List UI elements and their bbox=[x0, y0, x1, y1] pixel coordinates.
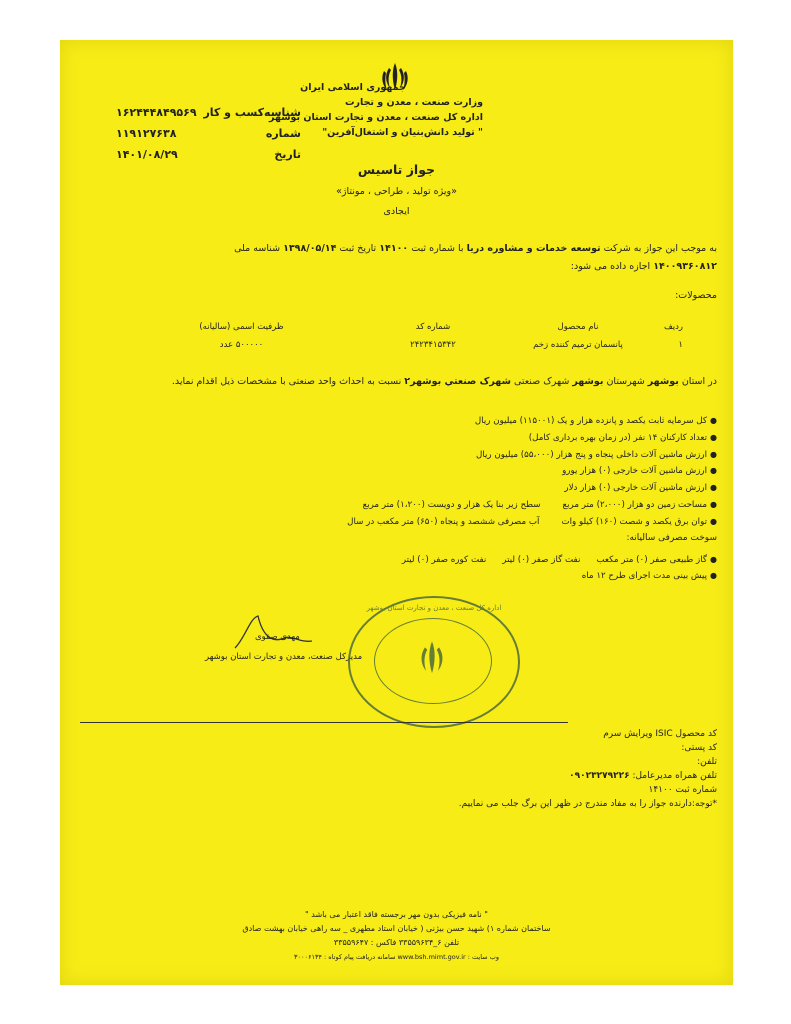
header-product-name: نام محصول bbox=[557, 322, 599, 332]
project-schedule: پیش بینی مدت اجرای طرح ۱۲ ماه bbox=[581, 571, 707, 581]
office-phone-fax: تلفن ۶_۳۳۵۵۹۶۳۴ فاکس : ۳۳۵۵۹۶۴۷ bbox=[333, 938, 460, 947]
spec-staff: تعداد کارکنان ۱۴ نفر (در زمان بهره برداری کامل) bbox=[528, 432, 707, 443]
number-label: شماره bbox=[265, 127, 301, 140]
registration-row bbox=[459, 783, 717, 797]
spec-land-area: مساحت زمین دو هزار (۲،۰۰۰) متر مربع bbox=[562, 499, 707, 510]
bullet-icon: ● bbox=[710, 516, 717, 526]
fuel-heading: سوخت مصرفی سالیانه: bbox=[626, 533, 717, 543]
list-item bbox=[100, 430, 717, 447]
document-title: جواز تاسیس bbox=[357, 162, 436, 177]
list-item bbox=[100, 480, 717, 497]
location-text: شهرستان bbox=[603, 376, 648, 387]
list-item bbox=[100, 413, 717, 430]
fuel-gas: گاز طبیعی صفر (۰) متر مکعب bbox=[596, 555, 707, 565]
bullet-icon: ● bbox=[710, 483, 717, 493]
list-item bbox=[100, 497, 717, 514]
intro-paragraph bbox=[76, 240, 717, 276]
list-item bbox=[402, 568, 717, 584]
business-id-value: ۱۶۲۴۴۴۸۴۹۵۶۹ bbox=[116, 106, 197, 119]
location-text: شهرک صنعتی bbox=[510, 376, 573, 387]
signatory-name: مهدی صفوی bbox=[255, 632, 300, 642]
cell-capacity: ۵۰۰۰۰۰ عدد bbox=[219, 340, 264, 350]
document-subtitle: «ویژه تولید ، طراحی ، مونتاژ» bbox=[336, 186, 457, 197]
document-type: ایجادی bbox=[383, 206, 410, 217]
location-paragraph bbox=[90, 373, 717, 390]
number-value: ۱۱۹۱۲۷۶۳۸ bbox=[116, 127, 177, 140]
bullet-icon: ● bbox=[710, 432, 717, 442]
intro-text: تاریخ ثبت bbox=[336, 243, 380, 254]
location-text: در استان bbox=[678, 376, 717, 387]
validity-note: " نامه فیزیکی بدون مهر برجسته فاقد اعتبار می باشد " bbox=[305, 910, 488, 919]
divider bbox=[80, 722, 568, 723]
industrial-park: شهرک صنعتي بوشهر۲ bbox=[404, 376, 511, 387]
office-address: ساختمان شماره ۱) شهید حسن بیژنی ( خیابان استاد مطهری _ سه راهی خیابان بهشت صادق bbox=[242, 924, 551, 933]
intro-text: اجازه داده می شود: bbox=[570, 261, 654, 272]
header-capacity: ظرفیت اسمی (سالیانه) bbox=[199, 322, 284, 332]
cell-row-no: ۱ bbox=[678, 340, 683, 350]
products-table bbox=[130, 318, 683, 354]
bullet-icon: ● bbox=[710, 466, 717, 476]
province: بوشهر bbox=[647, 376, 679, 387]
intro-text: شناسه ملی bbox=[234, 243, 284, 254]
postal-code: کد پستی: bbox=[681, 743, 717, 753]
header-code: شماره کد bbox=[415, 322, 451, 332]
list-item bbox=[100, 447, 717, 464]
registration-number: ۱۴۱۰۰ bbox=[379, 243, 409, 254]
header-slogan: " تولید دانش‌بنیان و اشتغال‌آفرین" bbox=[322, 127, 483, 138]
signatory-role: مدیرکل صنعت، معدن و تجارت استان بوشهر bbox=[205, 652, 363, 662]
isic-code: کد محصول ISIC ویرایش سرم bbox=[603, 729, 717, 739]
date-value: ۱۴۰۱/۰۸/۲۹ bbox=[116, 148, 178, 161]
header-office: اداره کل صنعت ، معدن و تجارت استان بوشهر bbox=[269, 112, 483, 123]
header-row-no: ردیف bbox=[663, 322, 683, 332]
cell-product-name: پانسمان ترمیم کننده زخم bbox=[533, 340, 623, 350]
intro-text: به موجب این جواز به شرکت bbox=[600, 243, 717, 254]
intro-text: با شماره ثبت bbox=[408, 243, 467, 254]
specs-list bbox=[100, 413, 717, 531]
letterhead-footer bbox=[60, 908, 733, 964]
spec-water: آب مصرفی ششصد و پنجاه (۶۵۰) متر مکعب در سال bbox=[347, 516, 540, 527]
cell-code: ۲۴۲۳۴۱۵۳۴۲ bbox=[410, 340, 456, 350]
fuel-diesel: نفت گاز صفر (۰) لیتر bbox=[502, 555, 581, 565]
products-heading: محصولات: bbox=[675, 290, 717, 301]
bullet-icon: ● bbox=[710, 449, 717, 459]
spec-capital: کل سرمایه ثابت یکصد و پانزده هزار و یک (۱۱۵۰۰۱) میلیون ریال bbox=[474, 416, 707, 426]
business-id-label: شناسه‌کسب و کار bbox=[203, 106, 301, 119]
table-row bbox=[130, 336, 683, 354]
office-website-sms: وب سایت : www.bsh.mimt.gov.ir سامانه دریافت پیام کوتاه : ۳۰۰۰۶۱۳۴ bbox=[294, 953, 499, 961]
holder-note: *توجه:دارنده جواز را به مفاد مندرج در ظهر این برگ جلب می نماییم. bbox=[458, 799, 717, 809]
header-country: جمهوری اسلامی ایران bbox=[300, 82, 406, 93]
city: بوشهر bbox=[572, 376, 604, 387]
bullet-icon: ● bbox=[710, 571, 717, 580]
national-id: ۱۴۰۰۹۳۶۰۸۱۲ bbox=[653, 261, 717, 272]
spec-electric-power: توان برق یکصد و شصت (۱۶۰) کیلو وات bbox=[561, 516, 707, 527]
mobile-label: تلفن همراه مدیرعامل: bbox=[632, 771, 717, 781]
mobile-row bbox=[459, 769, 717, 783]
bullet-icon: ● bbox=[710, 555, 717, 564]
fuel-list bbox=[402, 552, 717, 584]
footer-info bbox=[459, 727, 717, 811]
spec-building-area: سطح زیر بنا یک هزار و دویست (۱،۲۰۰) متر مربع bbox=[362, 499, 541, 510]
official-seal bbox=[348, 596, 520, 728]
list-item bbox=[100, 463, 717, 480]
location-text: نسبت به احداث واحد صنعتی با مشخصات ذیل اقدام نماید. bbox=[171, 376, 405, 387]
header-ministry: وزارت صنعت ، معدن و تجارت bbox=[344, 97, 483, 108]
seal-text: اداره کل صنعت ، معدن و تجارت استان بوشهر bbox=[366, 604, 502, 612]
table-header-row bbox=[130, 318, 683, 336]
registration-value: ۱۴۱۰۰ bbox=[648, 785, 673, 795]
seal-emblem-icon bbox=[412, 638, 452, 678]
bullet-icon: ● bbox=[710, 416, 717, 425]
license-meta bbox=[116, 102, 301, 165]
list-item bbox=[402, 552, 717, 568]
spec-foreign-machinery-euro: ارزش ماشین آلات خارجی (۰) هزار یورو bbox=[562, 466, 707, 477]
spec-foreign-machinery-dollar: ارزش ماشین آلات خارجی (۰) هزار دلار bbox=[564, 483, 707, 494]
phone: تلفن: bbox=[697, 757, 717, 767]
list-item bbox=[100, 514, 717, 531]
company-name: توسعه خدمات و مشاوره دریا bbox=[466, 243, 601, 254]
date-label: تاریخ bbox=[274, 148, 301, 161]
spec-domestic-machinery: ارزش ماشین آلات داخلی پنجاه و پنج هزار (۵۵،۰۰۰) میلیون ریال bbox=[476, 449, 707, 460]
fuel-mazut: نفت کوره صفر (۰) لیتر bbox=[401, 555, 487, 565]
bullet-icon: ● bbox=[710, 499, 717, 509]
mobile-value: ۰۹۰۲۳۲۷۹۲۲۶ bbox=[569, 771, 630, 781]
registration-date: ۱۳۹۸/۰۵/۱۴ bbox=[283, 243, 337, 254]
license-document bbox=[60, 40, 733, 985]
registration-label: شماره ثبت bbox=[675, 785, 717, 795]
